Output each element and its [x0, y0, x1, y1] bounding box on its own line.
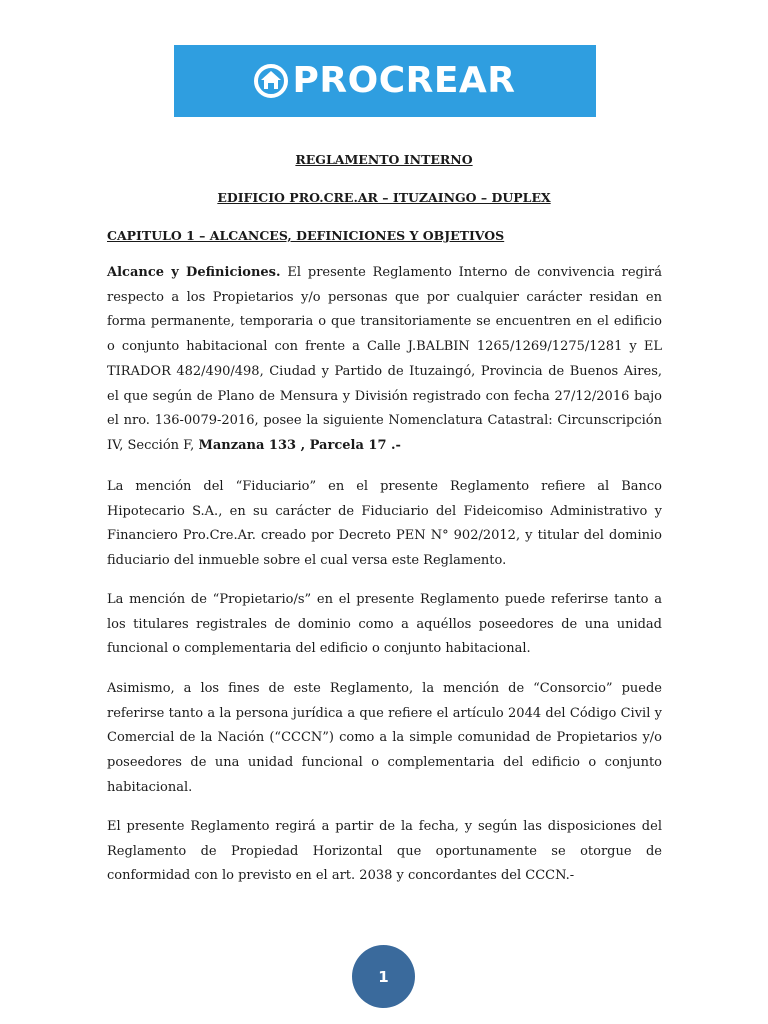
document-title: REGLAMENTO INTERNO	[295, 152, 473, 167]
house-icon	[254, 64, 288, 98]
chapter-heading: CAPITULO 1 – ALCANCES, DEFINICIONES Y OBJETIVOS	[107, 228, 505, 243]
paragraph-lead: Alcance y Definiciones.	[107, 265, 281, 280]
procrear-logo-banner	[174, 45, 596, 117]
logo-text: PROCREAR	[292, 60, 516, 101]
paragraph-body: El presente Reglamento Interno de convivencia regirá respecto a los Propietarios y/o personas que por cualquier carácter residan en forma permanente, temporaria o que transitoriamente se encuentren en el edificio o conjunto habitacional con frente a Calle J.BALBIN 1265/1269/1275/1281 y EL TIRADOR 482/490/498, Ciudad y Partido de Ituzaingó, Provincia de Buenos Aires, el que según de Plano de Mensura y División registrado con fecha 27/12/2016 bajo el nro. 136-0079-2016, posee la siguiente Nomenclatura Catastral: Circunscripción IV, Sección F,	[107, 265, 662, 453]
document-subtitle: EDIFICIO PRO.CRE.AR – ITUZAINGO – DUPLEX	[217, 190, 551, 205]
logo	[254, 60, 516, 101]
paragraph-cadastral: Manzana 133 , Parcela 17 .-	[198, 437, 401, 453]
page-number-badge: 1	[352, 945, 415, 1008]
paragraph-validity: El presente Reglamento regirá a partir de la fecha, y según las disposiciones del Reglamento de Propiedad Horizontal que oportunamente se otorgue de conformidad con lo previsto en el art. 2038 y concordantes del CCCN.-	[107, 819, 662, 884]
paragraph-consortium: Asimismo, a los fines de este Reglamento, la mención de “Consorcio” puede referirse tanto a la persona jurídica a que refiere el artículo 2044 del Código Civil y Comercial de la Nación (“CCCN”) como a la simple comunidad de Propietarios y/o poseedores de una unidad funcional o complementaria del edificio o conjunto habitacional.	[107, 681, 662, 795]
paragraph-owners: La mención de “Propietario/s” en el presente Reglamento puede referirse tanto a los titulares registrales de dominio como a aquéllos poseedores de una unidad funcional o complementaria del edificio o conjunto habitacional.	[107, 592, 662, 657]
paragraph-fiduciary: La mención del “Fiduciario” en el presente Reglamento refiere al Banco Hipotecario S.A., en su carácter de Fiduciario del Fideicomiso Administrativo y Financiero Pro.Cre.Ar. creado por Decreto PEN N° 902/2012, y titular del dominio fiduciario del inmueble sobre el cual versa este Reglamento.	[107, 479, 662, 569]
paragraph-scope	[107, 261, 662, 459]
